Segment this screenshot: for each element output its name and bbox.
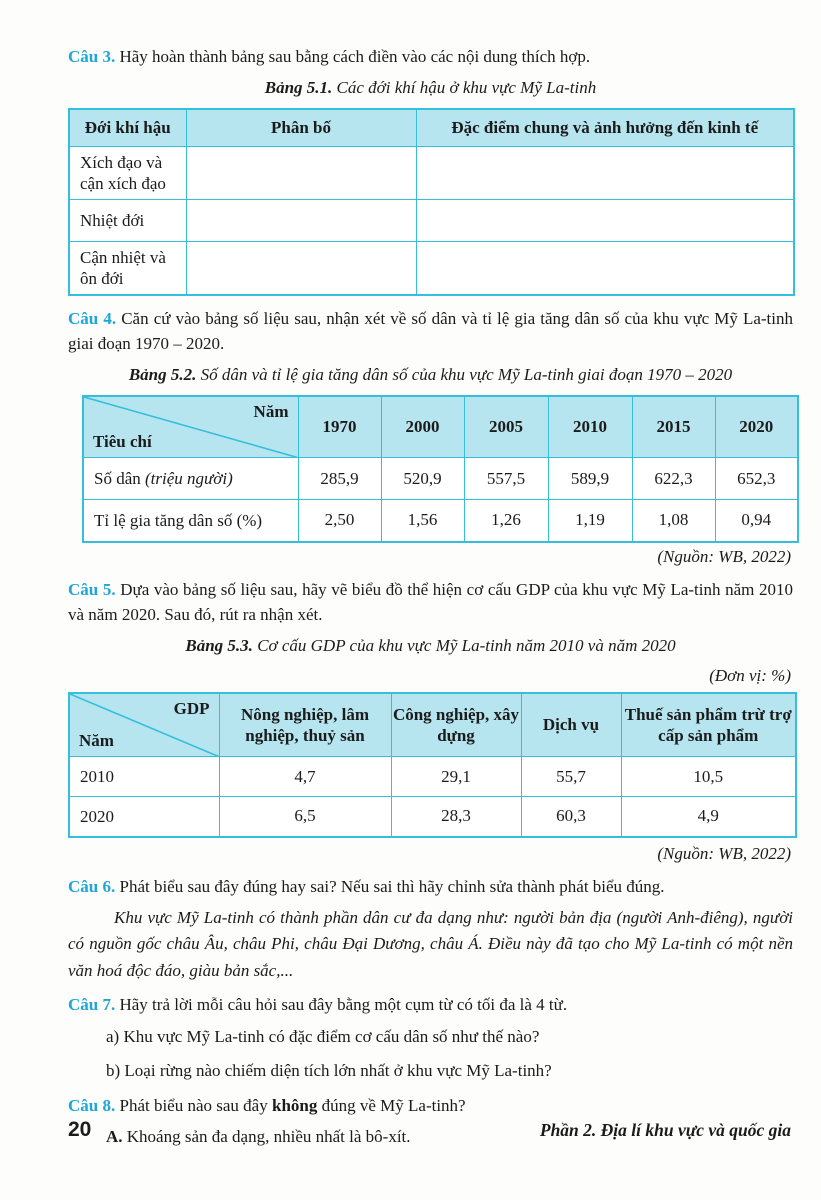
question-3-label: Câu 3. bbox=[68, 47, 116, 66]
table-5-3-unit-note: (Đơn vị: %) bbox=[709, 665, 791, 685]
zone-cell: Nhiệt đới bbox=[69, 200, 186, 242]
column-header-climate-zone: Đới khí hậu bbox=[69, 109, 186, 147]
corner-label-year: Năm bbox=[79, 730, 114, 750]
question-8-text-before: Phát biểu nào sau đây bbox=[119, 1095, 272, 1115]
data-cell: 589,9 bbox=[548, 458, 632, 500]
characteristics-blank-cell bbox=[416, 242, 794, 295]
table-5-3-caption-text: Cơ cấu GDP của khu vực Mỹ La-tinh năm 2010 và năm 2020 bbox=[252, 635, 676, 655]
gdp-structure-table bbox=[68, 692, 797, 838]
table-row-population bbox=[83, 458, 798, 500]
table-row-2020 bbox=[69, 797, 796, 837]
table-row-growth-rate bbox=[83, 500, 798, 542]
year-header: 2010 bbox=[548, 396, 632, 458]
sector-header-agriculture: Nông nghiệp, lâm nghiệp, thuỷ sản bbox=[219, 693, 391, 757]
row-label-text: Số dân bbox=[94, 468, 145, 488]
year-header: 2015 bbox=[632, 396, 715, 458]
table-5-2-caption-text: Số dân và tỉ lệ gia tăng dân số của khu vực Mỹ La-tinh giai đoạn 1970 – 2020 bbox=[196, 364, 733, 384]
question-5-label: Câu 5. bbox=[68, 579, 116, 599]
data-cell: 28,3 bbox=[391, 797, 521, 837]
option-a-label: A. bbox=[106, 1127, 123, 1147]
data-cell: 6,5 bbox=[219, 797, 391, 837]
question-7-label: Câu 7. bbox=[68, 995, 116, 1015]
sector-header-industry: Công nghiệp, xây dựng bbox=[391, 693, 521, 757]
year-header: 2020 bbox=[715, 396, 798, 458]
question-7-item-b: b) Loại rừng nào chiếm diện tích lớn nhất ở khu vực Mỹ La-tinh? bbox=[106, 1061, 552, 1081]
table-5-3-source: (Nguồn: WB, 2022) bbox=[657, 843, 791, 863]
year-header: 2005 bbox=[464, 396, 548, 458]
data-cell: 4,9 bbox=[621, 797, 796, 837]
footer-section-title: Phần 2. Địa lí khu vực và quốc gia bbox=[539, 1120, 791, 1140]
year-header: 1970 bbox=[298, 396, 381, 458]
data-cell: 2,50 bbox=[298, 500, 381, 542]
question-4-label: Câu 4. bbox=[68, 308, 117, 328]
table-row bbox=[69, 200, 794, 242]
table-row bbox=[69, 242, 794, 295]
question-8-label: Câu 8. bbox=[68, 1095, 116, 1115]
characteristics-blank-cell bbox=[416, 200, 794, 242]
year-cell: 2020 bbox=[69, 797, 219, 837]
corner-label-criteria: Tiêu chí bbox=[93, 431, 152, 451]
data-cell: 557,5 bbox=[464, 458, 548, 500]
distribution-blank-cell bbox=[186, 200, 416, 242]
distribution-blank-cell bbox=[186, 147, 416, 200]
row-label bbox=[83, 458, 298, 500]
question-5 bbox=[68, 577, 793, 628]
question-6 bbox=[68, 874, 793, 900]
question-7-text: Hãy trả lời mỗi câu hỏi sau đây bằng một cụm từ có tối đa là 4 từ. bbox=[119, 995, 568, 1015]
distribution-blank-cell bbox=[186, 242, 416, 295]
table-row-2010 bbox=[69, 757, 796, 797]
table-5-1-caption bbox=[68, 78, 793, 98]
data-cell: 1,56 bbox=[381, 500, 464, 542]
row-label bbox=[83, 500, 298, 542]
question-5-text: Dựa vào bảng số liệu sau, hãy vẽ biểu đồ thể hiện cơ cấu GDP của khu vực Mỹ La-tinh năm 2010 và năm 2020. Sau đó, rút ra nhận xét. bbox=[68, 579, 794, 624]
data-cell: 520,9 bbox=[381, 458, 464, 500]
column-header-distribution: Phân bố bbox=[186, 109, 416, 147]
corner-label-gdp: GDP bbox=[173, 698, 210, 718]
question-7-item-a: a) Khu vực Mỹ La-tinh có đặc điểm cơ cấu dân số như thế nào? bbox=[106, 1026, 540, 1046]
page-footer bbox=[68, 1118, 791, 1142]
question-8-text-after: đúng về Mỹ La-tinh? bbox=[317, 1095, 466, 1115]
table-5-2-caption bbox=[68, 365, 793, 385]
data-cell: 29,1 bbox=[391, 757, 521, 797]
data-cell: 60,3 bbox=[521, 797, 621, 837]
data-cell: 55,7 bbox=[521, 757, 621, 797]
data-cell: 0,94 bbox=[715, 500, 798, 542]
question-3-text: Hãy hoàn thành bảng sau bằng cách điền vào các nội dung thích hợp. bbox=[119, 47, 591, 66]
data-cell: 4,7 bbox=[219, 757, 391, 797]
question-3 bbox=[68, 44, 793, 70]
sector-header-services: Dịch vụ bbox=[521, 693, 621, 757]
question-4-text: Căn cứ vào bảng số liệu sau, nhận xét về số dân và tỉ lệ gia tăng dân số của khu vực Mỹ La-tinh giai đoạn 1970 – 2020. bbox=[68, 308, 793, 353]
page-number: 20 bbox=[68, 1118, 92, 1141]
sector-header-taxes: Thuế sản phẩm trừ trợ cấp sản phẩm bbox=[621, 693, 796, 757]
data-cell: 1,08 bbox=[632, 500, 715, 542]
diagonal-header-cell bbox=[83, 396, 298, 458]
zone-cell: Xích đạo và cận xích đạo bbox=[69, 147, 186, 200]
corner-label-year: Năm bbox=[253, 401, 289, 421]
table-header-row bbox=[69, 693, 796, 757]
option-a-text: Khoáng sản đa dạng, nhiều nhất là bô-xít. bbox=[122, 1127, 411, 1147]
table-header-row bbox=[69, 109, 794, 147]
data-cell: 10,5 bbox=[621, 757, 796, 797]
year-cell: 2010 bbox=[69, 757, 219, 797]
zone-cell: Cận nhiệt và ôn đới bbox=[69, 242, 186, 295]
diagonal-header-cell bbox=[69, 693, 219, 757]
table-row bbox=[69, 147, 794, 200]
question-4 bbox=[68, 306, 793, 357]
year-header: 2000 bbox=[381, 396, 464, 458]
question-8 bbox=[68, 1093, 793, 1119]
data-cell: 1,26 bbox=[464, 500, 548, 542]
data-cell: 652,3 bbox=[715, 458, 798, 500]
climate-zones-table bbox=[68, 108, 795, 296]
row-label-text: Tỉ lệ gia tăng dân số (%) bbox=[94, 510, 263, 530]
table-5-3-caption-label: Bảng 5.3. bbox=[185, 635, 253, 655]
data-cell: 622,3 bbox=[632, 458, 715, 500]
table-5-2-caption-label: Bảng 5.2. bbox=[128, 364, 197, 384]
table-5-1-caption-text: Các đới khí hậu ở khu vực Mỹ La-tinh bbox=[332, 77, 597, 97]
population-table bbox=[82, 395, 799, 543]
question-8-bold-word: không bbox=[271, 1095, 318, 1115]
row-label-italic: (triệu người) bbox=[145, 468, 233, 488]
table-5-2-source: (Nguồn: WB, 2022) bbox=[657, 546, 791, 566]
table-5-1-caption-label: Bảng 5.1. bbox=[264, 77, 333, 97]
table-header-row bbox=[83, 396, 798, 458]
question-6-text: Phát biểu sau đây đúng hay sai? Nếu sai thì hãy chỉnh sửa thành phát biểu đúng. bbox=[119, 876, 665, 896]
question-6-statement: Khu vực Mỹ La-tinh có thành phần dân cư đa dạng như: người bản địa (người Anh-điêng), người có nguồn gốc châu Âu, châu Phi, châu Đại Dương, châu Á. Điều này đã tạo cho Mỹ La-tinh có một nền văn hoá độc đáo, giàu bản sắc,... bbox=[68, 908, 793, 980]
question-6-label: Câu 6. bbox=[68, 876, 116, 896]
data-cell: 285,9 bbox=[298, 458, 381, 500]
data-cell: 1,19 bbox=[548, 500, 632, 542]
characteristics-blank-cell bbox=[416, 147, 794, 200]
column-header-characteristics: Đặc điểm chung và ảnh hưởng đến kinh tế bbox=[416, 109, 794, 147]
table-5-3-caption bbox=[68, 636, 793, 656]
question-7 bbox=[68, 992, 793, 1018]
